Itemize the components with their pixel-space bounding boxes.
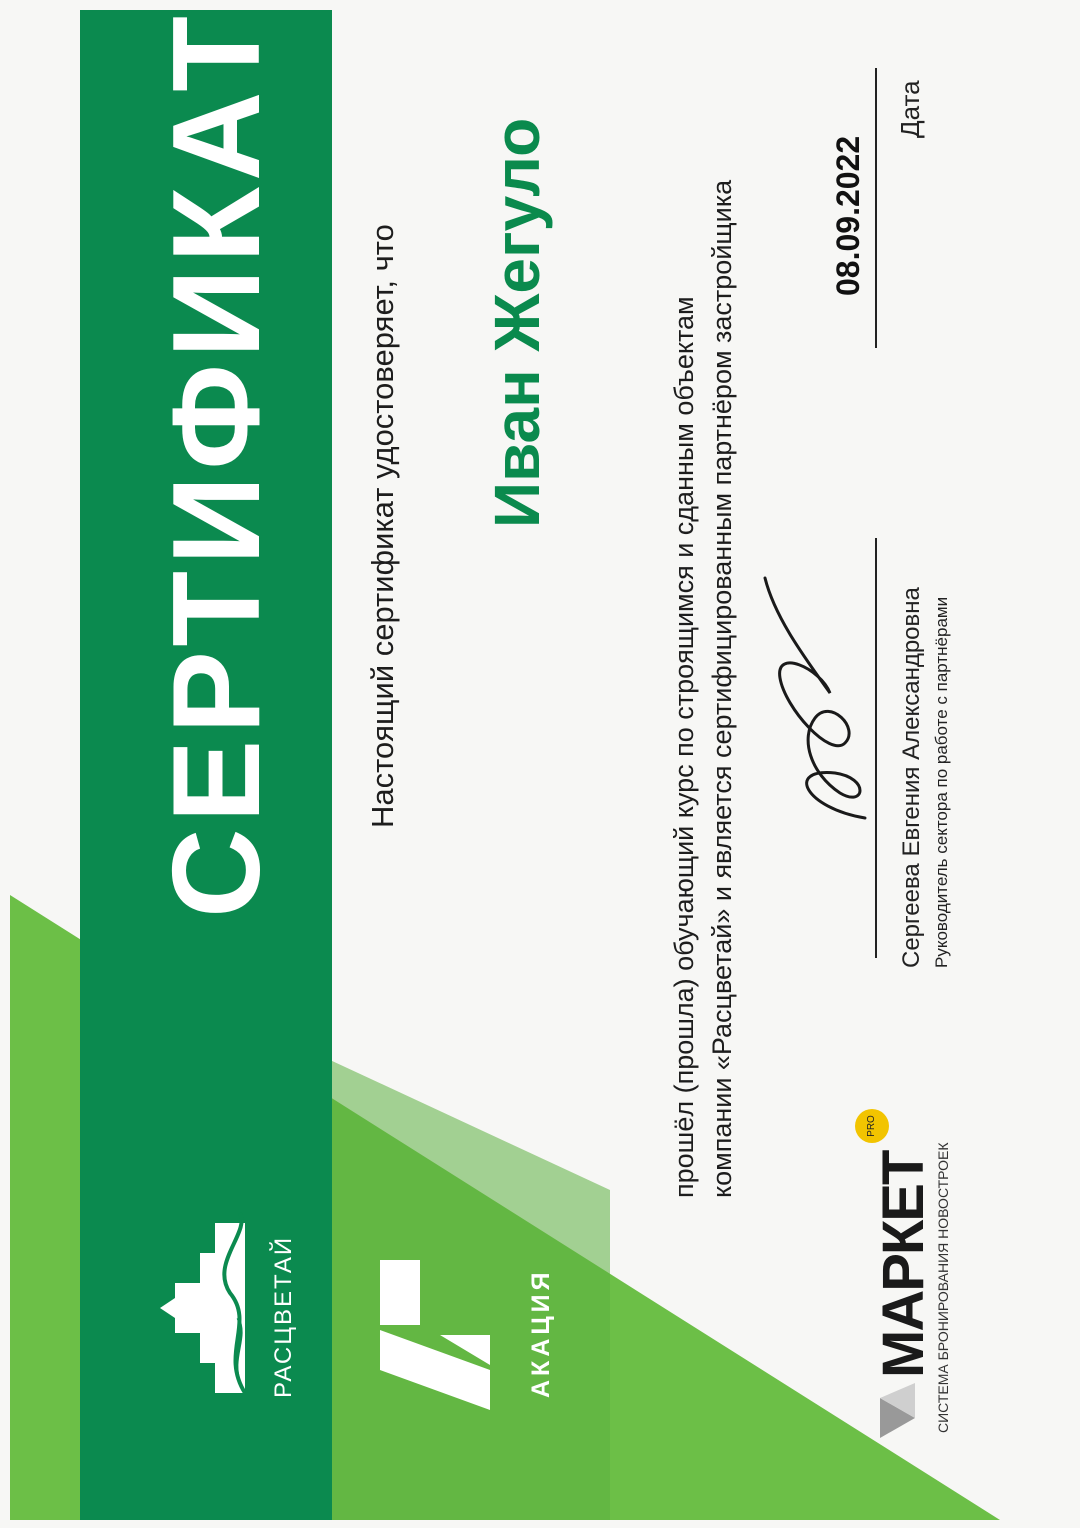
market-pro-badge: PRO	[855, 1109, 889, 1143]
date-label: Дата	[895, 80, 925, 138]
handwritten-signature	[745, 568, 885, 828]
issue-date: 08.09.2022	[830, 135, 866, 296]
intro-text: Настоящий сертификат удостоверяет, что	[365, 224, 400, 828]
course-line-1: прошёл (прошла) обучающий курс по строящимся и сданным объектам	[669, 296, 699, 1198]
course-line-2: компании «Расцветай» и является сертифицированным партнёром застройщика	[707, 179, 737, 1198]
market-logo-text: МАРКЕТ	[871, 1151, 936, 1378]
recipient-name: Иван Жегуло	[481, 117, 553, 528]
signature-line	[875, 538, 877, 958]
rascvetai-logo-icon	[160, 1198, 260, 1413]
certificate-title: СЕРТИФИКАТ	[148, 10, 286, 918]
course-description	[665, 78, 741, 1198]
signer-role: Руководитель сектора по работе с партнёрами	[932, 596, 951, 968]
market-tagline: СИСТЕМА БРОНИРОВАНИЯ НОВОСТРОЕК	[935, 1142, 951, 1433]
akacia-logo-icon	[380, 1260, 490, 1410]
signer-name: Сергеева Евгения Александровна	[898, 587, 925, 968]
rascvetai-logo-text: РАСЦВЕТАЙ	[270, 1235, 297, 1398]
date-underline	[875, 68, 877, 348]
akacia-logo-text: АКАЦИЯ	[527, 1268, 555, 1398]
